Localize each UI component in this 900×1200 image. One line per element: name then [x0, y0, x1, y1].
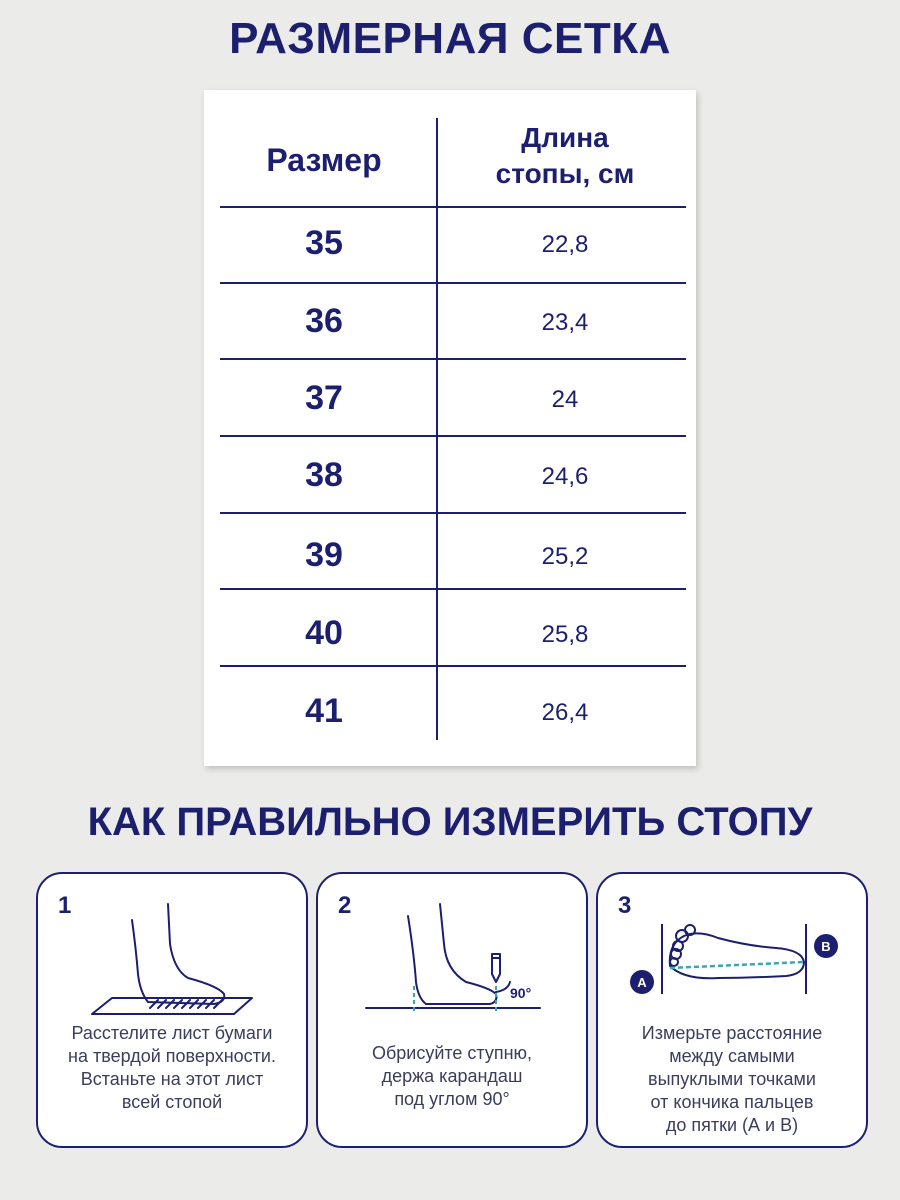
step-description — [328, 1042, 576, 1111]
size-table — [204, 90, 696, 766]
step-description — [608, 1022, 856, 1137]
row-divider — [220, 435, 686, 437]
foot-measure-icon — [598, 874, 870, 1024]
row-divider — [220, 588, 686, 590]
step-text-line: Обрисуйте ступню, — [371, 1043, 533, 1063]
header-length-line2: стопы, см — [495, 158, 635, 189]
pencil-trace-icon — [318, 874, 590, 1024]
table-row-length: 24 — [551, 386, 579, 413]
step-text-line: от кончика пальцев — [650, 1092, 814, 1112]
step-description — [48, 1022, 296, 1114]
step-text-line: под углом 90° — [394, 1089, 510, 1109]
header-length — [440, 120, 690, 192]
table-row-length: 25,8 — [541, 621, 589, 648]
angle-label: 90° — [510, 985, 532, 1001]
howto-title: КАК ПРАВИЛЬНО ИЗМЕРИТЬ СТОПУ — [87, 800, 813, 844]
table-row-size: 36 — [305, 302, 343, 340]
point-b-label: B — [821, 939, 831, 954]
header-length-line1: Длина — [521, 122, 609, 153]
row-divider — [220, 665, 686, 667]
table-row-size: 40 — [305, 614, 343, 652]
foot-on-paper-icon — [38, 874, 310, 1024]
step-card-3 — [596, 872, 868, 1148]
step-text-line: выпуклыми точками — [648, 1069, 816, 1089]
step-number: 3 — [618, 892, 632, 919]
step-text-line: Встаньте на этот лист — [80, 1069, 264, 1089]
step-number: 2 — [338, 892, 352, 919]
step-text-line: Расстелите лист бумаги — [71, 1023, 273, 1043]
row-divider — [220, 512, 686, 514]
step-text-line: до пятки (А и В) — [665, 1115, 799, 1135]
step-text-line: держа карандаш — [381, 1066, 523, 1086]
row-divider — [220, 206, 686, 208]
table-row-length: 23,4 — [541, 309, 589, 336]
step-card-2 — [316, 872, 588, 1148]
header-size: Размер — [266, 142, 382, 178]
table-row-size: 38 — [305, 456, 343, 494]
table-row-size: 41 — [305, 692, 343, 730]
row-divider — [220, 282, 686, 284]
table-row-size: 35 — [305, 224, 343, 262]
step-text-line: между самыми — [669, 1046, 795, 1066]
table-row-length: 24,6 — [541, 463, 589, 490]
column-divider — [436, 118, 438, 740]
table-row-size: 39 — [305, 536, 343, 574]
table-row-length: 25,2 — [541, 543, 589, 570]
page-title: РАЗМЕРНАЯ СЕТКА — [229, 14, 671, 63]
point-a-label: A — [637, 975, 647, 990]
step-text-line: всей стопой — [121, 1092, 223, 1112]
table-row-size: 37 — [305, 379, 343, 417]
row-divider — [220, 358, 686, 360]
step-card-1 — [36, 872, 308, 1148]
table-row-length: 26,4 — [541, 699, 589, 726]
step-text-line: Измерьте расстояние — [641, 1023, 823, 1043]
step-text-line: на твердой поверхности. — [68, 1046, 276, 1066]
step-number: 1 — [58, 892, 72, 919]
table-row-length: 22,8 — [541, 231, 589, 258]
